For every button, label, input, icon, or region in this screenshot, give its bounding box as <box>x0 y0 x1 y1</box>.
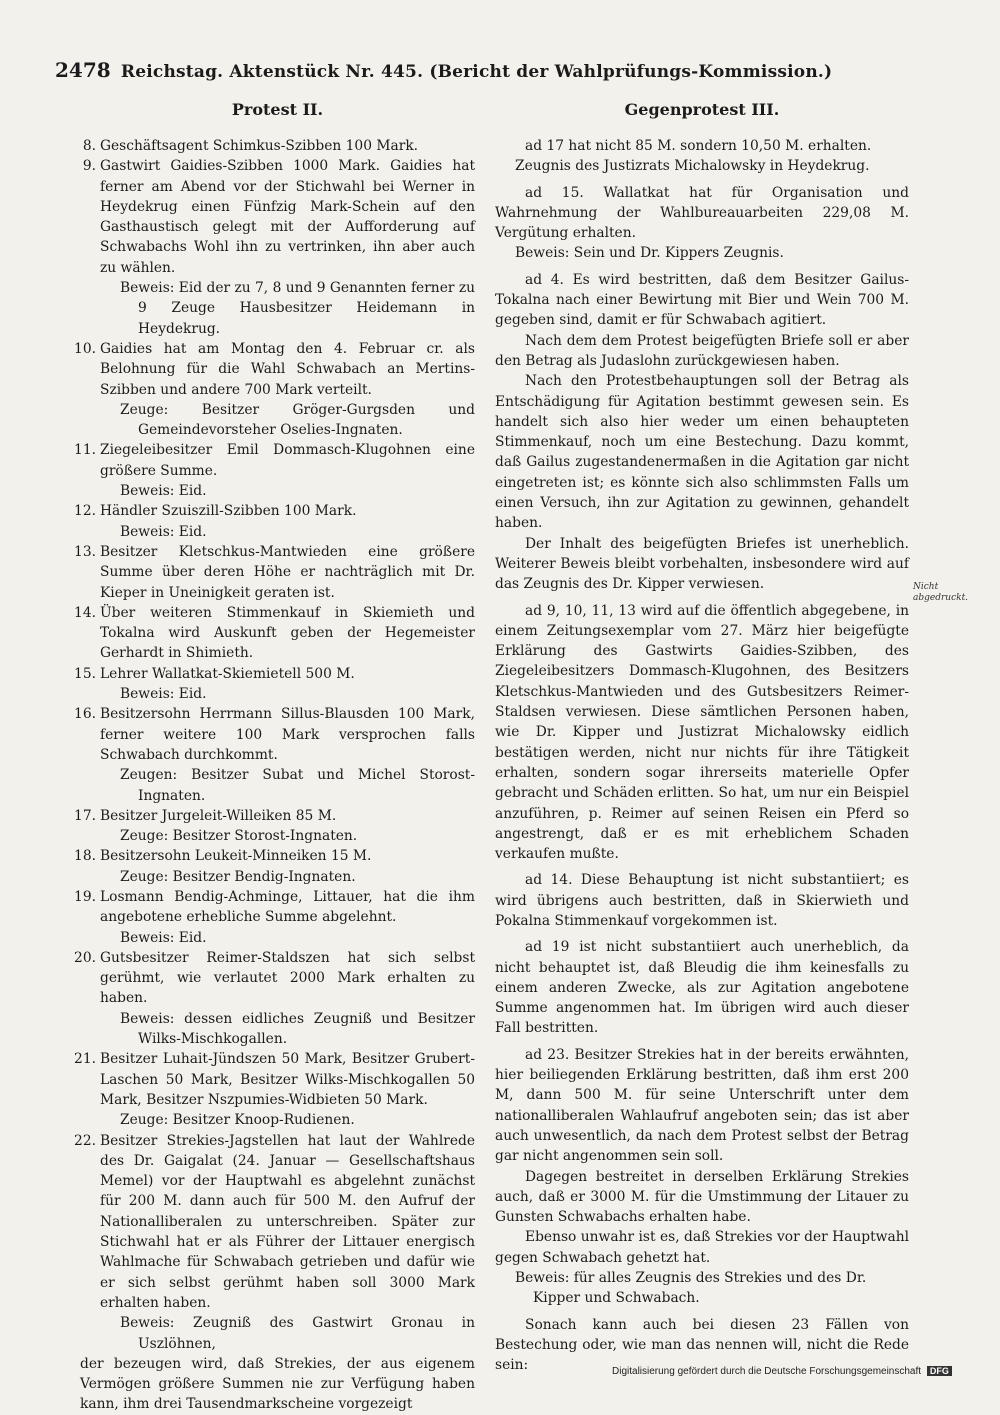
response-paragraph: ad 23. Besitzer Strekies hat in der bereits erwähnten, hier beiliegenden Erklärung bestritten, daß ihm erst 200 M, dann 500 M. für seine Unterschrift unter dem nationalliberalen Wahlaufruf angeboten sein; das ist aber auch unwesentlich, da nach dem Protest selbst der Betrag gar nicht angenommen sein soll. <box>495 1046 909 1165</box>
page-header <box>55 58 935 82</box>
item-text: Losmann Bendig-Achminge, Littauer, hat die ihm angebotene erhebliche Summe abgelehnt. <box>100 888 475 926</box>
footer <box>612 1366 952 1377</box>
item-text: Gastwirt Gaidies-Szibben 1000 Mark. Gaidies hat ferner am Abend vor der Stichwahl bei Werner in Heydekrug einen Fünfzig Mark-Schein auf den Gasthaustisch gelegt mit der Aufforderung auf Schwabachs Wohl ihn zu vertrinken, ihn aber auch zu wählen. <box>100 158 475 276</box>
item-number: 13. <box>74 543 96 560</box>
protest-item <box>74 440 475 501</box>
dfg-logo: DFG <box>927 1366 952 1376</box>
item-text: Besitzer Luhait-Jündszen 50 Mark, Besitzer Grubert-Laschen 50 Mark, Besitzer Wilks-Mischkogallen 50 Mark, Besitzer Nszpumies-Widbieten 50 Mark. <box>100 1051 475 1108</box>
item-evidence: Beweis: Eid der zu 7, 8 und 9 Genannten ferner zu 9 Zeuge Hausbesitzer Heidemann in Heydekrug. <box>120 280 475 337</box>
item-number: 20. <box>74 949 96 966</box>
item-number: 8. <box>82 138 96 154</box>
item-text: Besitzer Kletschkus-Mantwieden eine größere Summe über deren Höhe er nachträglich mit Dr. Kieper in Uneinigkeit geraten ist. <box>100 543 475 601</box>
evidence-line: Beweis: Sein und Dr. Kippers Zeugnis. <box>515 245 784 262</box>
protest-item <box>80 156 475 339</box>
item-number: 12. <box>74 503 96 520</box>
protest-item <box>74 704 475 805</box>
item-text: Über weiteren Stimmenkauf in Skiemieth und Tokalna wird Auskunft geben der Hegemeister Gerhardt in Shimieth. <box>100 604 475 662</box>
left-column <box>74 100 475 1415</box>
item-number: 9. <box>82 158 96 175</box>
counter-protest-blocks <box>495 136 909 1376</box>
item-number: 18. <box>74 848 96 865</box>
evidence-line: Beweis: für alles Zeugnis des Strekies und des Dr. Kipper und Schwabach. <box>515 1270 867 1307</box>
item-text: Geschäftsagent Schimkus-Szibben 100 Mark. <box>100 138 419 154</box>
item-text: Gaidies hat am Montag den 4. Februar cr. als Belohnung für die Wahl Schwabach an Mertins-Szibben und andere 700 Mark verteilt. <box>100 340 475 398</box>
item-number: 17. <box>74 807 96 824</box>
protest-item <box>74 339 475 440</box>
protest-item <box>74 603 475 664</box>
item-number: 22. <box>74 1132 96 1149</box>
item-number: 14. <box>74 604 96 621</box>
protest-item <box>74 806 475 847</box>
response-paragraph: ad 17 hat nicht 85 M. sondern 10,50 M. erhalten. <box>525 138 872 154</box>
right-column-heading: Gegenprotest III. <box>624 100 780 119</box>
item-number: 16. <box>74 706 96 723</box>
protest-item <box>74 1131 475 1354</box>
protest-item <box>74 542 475 603</box>
item-text: Besitzer Jurgeleit-Willeiken 85 M. <box>100 807 337 824</box>
item-number: 15. <box>74 665 96 682</box>
protest-item <box>74 846 475 887</box>
page-number: 2478 <box>55 58 111 82</box>
response-paragraph: Sonach kann auch bei diesen 23 Fällen von Bestechung oder, wie man das nennen will, nicht die Rede sein: <box>495 1316 909 1374</box>
item-text: Händler Szuiszill-Szibben 100 Mark. <box>100 503 357 520</box>
item-evidence: Beweis: Zeugniß des Gastwirt Gronau in Uszlöhnen, <box>120 1315 475 1352</box>
item-text: Besitzersohn Herrmann Sillus-Blausden 100 Mark, ferner weitere 100 Mark versprochen falls Schwabach durchkommt. <box>100 706 475 763</box>
protest-item <box>74 664 475 705</box>
item-evidence: Zeugen: Besitzer Subat und Michel Storost-Ingnaten. <box>120 767 475 804</box>
protest-items <box>74 136 475 1354</box>
item-evidence: Zeuge: Besitzer Knoop-Rudienen. <box>120 1112 355 1129</box>
response-paragraph: ad 4. Es wird bestritten, daß dem Besitzer Gailus-Tokalna nach einer Bewirtung mit Bier und Wein 700 M. gegeben sind, damit er für Schwabach agitiert. <box>495 271 909 329</box>
left-column-heading: Protest II. <box>231 100 324 119</box>
running-title: Reichstag. Aktenstück Nr. 445. (Bericht der Wahlprüfungs-Kommission.) <box>120 62 833 82</box>
item-text: Gutsbesitzer Reimer-Staldszen hat sich selbst gerühmt, wie verlautet 2000 Mark erhalten zu haben. <box>100 949 475 1007</box>
response-paragraph: Dagegen bestreitet in derselben Erklärung Strekies auch, daß er 3000 M. für die Umstimmung der Litauer zu Gunsten Schwabachs erhalten habe. <box>495 1168 909 1226</box>
item-evidence: Beweis: Eid. <box>120 483 207 500</box>
response-paragraph: Der Inhalt des beigefügten Briefes ist unerheblich. Weiterer Beweis bleibt vorbehalten, insbesondere wird auf das Zeugnis des Dr. Kipper verwiesen. <box>495 535 909 593</box>
item-evidence: Beweis: Eid. <box>120 686 207 703</box>
left-column-tail: der bezeugen wird, daß Strekies, der aus eigenem Vermögen größere Summen nie zur Verfügung haben kann, ihm drei Tausendmarkscheine vorgezeigt <box>80 1355 475 1413</box>
evidence-line: Zeugnis des Justizrats Michalowsky in Heydekrug. <box>515 158 870 175</box>
protest-item <box>74 501 475 542</box>
protest-item <box>74 887 475 948</box>
right-column <box>495 100 909 1376</box>
item-number: 19. <box>74 888 96 905</box>
item-text: Besitzer Strekies-Jagstellen hat laut der Wahlrede des Dr. Gaigalat (24. Januar — Gesellschaftshaus Memel) vor der Hauptwahl es abgelehnt zunächst für 200 M. dann auch für 500 M. den Aufruf der Nationalliberalen zu unterschreiben. Später zur Stichwahl hat er als Führer der Littauer energisch Wahlmache für Schwabach getrieben und dafür wie er sich selbst gerühmt haben soll 3000 Mark erhalten haben. <box>100 1132 475 1311</box>
item-number: 21. <box>74 1051 96 1068</box>
item-evidence: Zeuge: Besitzer Storost-Ingnaten. <box>120 828 358 845</box>
response-paragraph: Nach dem dem Protest beigefügten Briefe soll er aber den Betrag als Judaslohn zurückgewiesen haben. <box>495 332 909 369</box>
protest-item <box>74 948 475 1049</box>
item-text: Besitzersohn Leukeit-Minneiken 15 M. <box>100 848 372 865</box>
item-evidence: Zeuge: Besitzer Bendig-Ingnaten. <box>120 868 356 885</box>
item-text: Ziegeleibesitzer Emil Dommasch-Klugohnen eine größere Summe. <box>100 442 475 479</box>
footer-text: Digitalisierung gefördert durch die Deutsche Forschungsgemeinschaft <box>612 1366 922 1377</box>
item-text: Lehrer Wallatkat-Skiemietell 500 M. <box>100 665 355 682</box>
protest-item <box>80 136 475 156</box>
item-evidence: Beweis: Eid. <box>120 523 207 540</box>
item-evidence: Beweis: Eid. <box>120 929 207 946</box>
response-paragraph: ad 15. Wallatkat hat für Organisation und Wahrnehmung der Wahlbureauarbeiten 229,08 M. Vergütung erhalten. <box>495 184 909 242</box>
item-number: 11. <box>74 442 96 459</box>
response-paragraph: ad 9, 10, 11, 13 wird auf die öffentlich abgegebene, in einem Zeitungsexemplar vom 27. März hier beigefügte Erklärung des Gastwirts Gaidies-Szibben, des Ziegeleibesitzers Dommasch-Klugohnen, des Besitzers Kletschkus-Mantwieden und des Gutsbesitzers Reimer-Staldsen verwiesen. Diese sämtlichen Personen haben, wie Dr. Kipper und Justizrat Michalowsky eidlich bestätigen werden, nicht nur nichts für ihre Tätigkeit erhalten, sondern sogar ihrerseits materielle Opfer gebracht und Schäden erlitten. So hat, um nur ein Beispiel anzuführen, p. Reimer auf seinen Reisen ein Pferd so angestrengt, daß er es mit erheblichem Schaden verkaufen mußte. <box>495 602 909 863</box>
item-evidence: Beweis: dessen eidliches Zeugniß und Besitzer Wilks-Mischkogallen. <box>120 1010 475 1048</box>
response-paragraph: ad 14. Diese Behauptung ist nicht substantiiert; es wird übrigens auch bestritten, daß in Skierwieth und Pokalna Stimmenkauf vorgekommen ist. <box>495 872 909 929</box>
item-evidence: Zeuge: Besitzer Gröger-Gurgsden und Gemeindevorsteher Oselies-Ingnaten. <box>120 401 475 439</box>
item-number: 10. <box>74 340 96 357</box>
protest-item <box>74 1049 475 1130</box>
margin-note: Nicht abgedruckt. <box>913 582 969 603</box>
response-paragraph: ad 19 ist nicht substantiiert auch unerheblich, da nicht behauptet ist, daß Bleudig die ihm keinesfalls zu einem anderen Zwecke, als zur Agitation angebotene Summe angenommen hat. Im übrigen wird auch dieser Fall bestritten. <box>495 939 909 1037</box>
response-paragraph: Ebenso unwahr ist es, daß Strekies vor der Hauptwahl gegen Schwabach gehetzt hat. <box>495 1229 909 1266</box>
response-paragraph: Nach den Protestbehauptungen soll der Betrag als Entschädigung für Agitation bestimmt gewesen sein. Es handelt sich also hier weder um einen behaupteten Stimmenkauf, noch um eine Bestechung. Dazu kommt, daß Gailus zugestandenermaßen in die Agitation gar nicht eingetreten ist; es könnte sich also schlimmsten Falls um einen Versuch, ihn zur Agitation zu gewinnen, gehandelt haben. <box>495 373 909 532</box>
